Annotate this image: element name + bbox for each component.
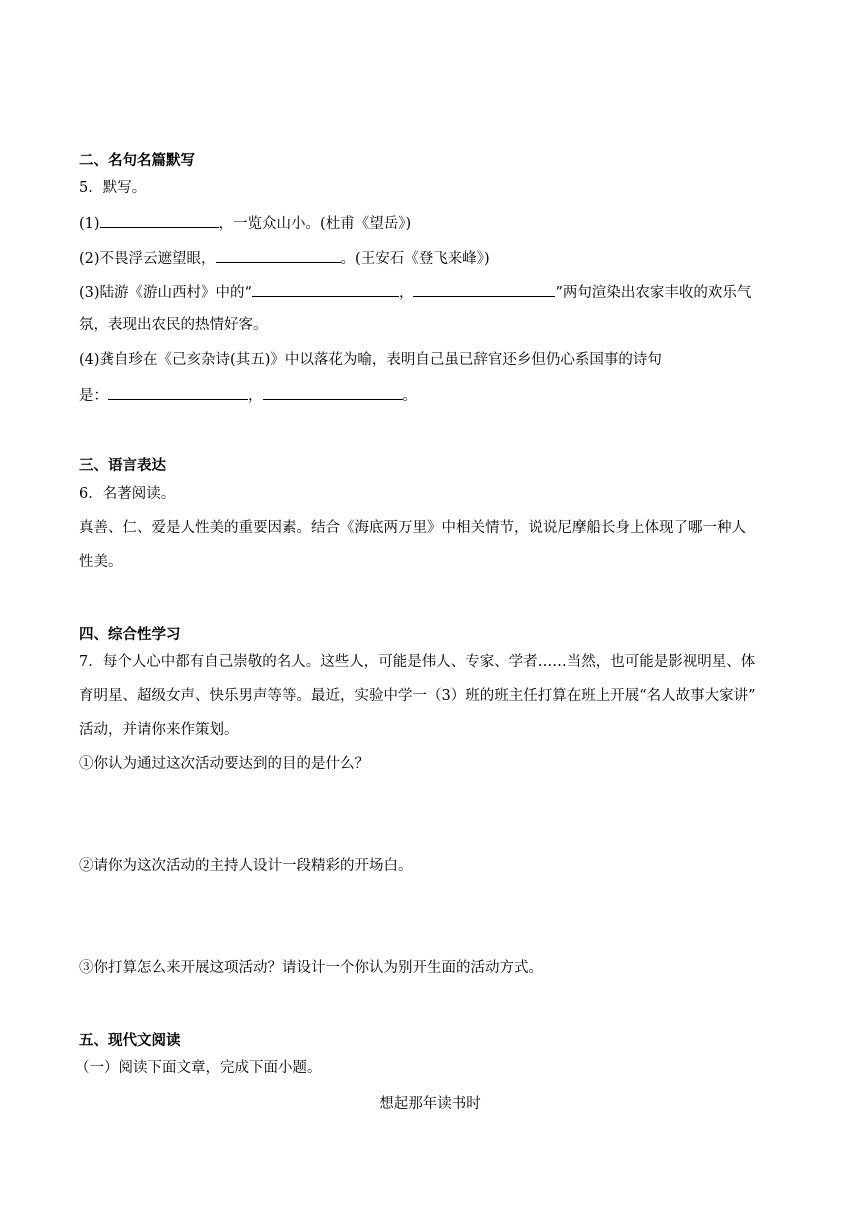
answer-blank[interactable] bbox=[100, 212, 219, 228]
q5-line-3-prefix: (3)陆游《游山西村》中的“ bbox=[79, 285, 252, 301]
q5-line-3-mid: ， bbox=[398, 285, 414, 301]
q5-line-4-mid: ， bbox=[248, 388, 263, 404]
section-heading-3: 三、语言表达 bbox=[79, 458, 166, 474]
q6-text-line-1: 真善、仁、爱是人性美的重要因素。结合《海底两万里》中相关情节，说说尼摩船长身上体现了哪一种人 bbox=[79, 520, 746, 536]
q5-line-4-answer bbox=[79, 384, 417, 406]
section-heading-2: 二、名句名篇默写 bbox=[79, 153, 195, 169]
question-5-title: 5．默写。 bbox=[79, 180, 147, 196]
section-heading-5: 五、现代文阅读 bbox=[79, 1033, 181, 1049]
q7-subquestion-2: ②请你为这次活动的主持人设计一段精彩的开场白。 bbox=[79, 858, 413, 874]
q5-line-4-prefix: 是： bbox=[79, 388, 108, 404]
reading-intro: （一）阅读下面文章，完成下面小题。 bbox=[75, 1060, 322, 1076]
answer-blank[interactable] bbox=[108, 384, 248, 400]
q7-text-line-3: 活动，并请你来作策划。 bbox=[79, 722, 239, 738]
answer-blank[interactable] bbox=[263, 384, 403, 400]
q7-subquestion-3: ③你打算怎么来开展这项活动？请设计一个你认为别开生面的活动方式。 bbox=[79, 960, 543, 976]
q5-line-4: (4)龚自珍在《己亥杂诗(其五)》中以落花为喻，表明自己虽已辞官还乡但仍心系国事的诗句 bbox=[79, 352, 662, 368]
q7-subquestion-1: ①你认为通过这次活动要达到的目的是什么？ bbox=[79, 756, 369, 772]
q7-text-line-2: 育明星、超级女声、快乐男声等等。最近，实验中学一（3）班的班主任打算在班上开展“名人故事大家讲” bbox=[79, 688, 756, 704]
q5-line-2-prefix: (2)不畏浮云遮望眼， bbox=[79, 251, 216, 267]
q5-line-1-prefix: (1) bbox=[79, 216, 100, 232]
q5-line-1-text: ，一览众山小。(杜甫《望岳》) bbox=[218, 216, 412, 232]
section-heading-4: 四、综合性学习 bbox=[79, 627, 181, 643]
article-title: 想起那年读书时 bbox=[379, 1096, 481, 1112]
q5-line-2-suffix: 。(王安石《登飞来峰》) bbox=[340, 251, 490, 267]
q5-line-3-suffix: ”两句渲染出农家丰收的欢乐气 bbox=[555, 285, 752, 301]
answer-blank[interactable] bbox=[413, 281, 555, 297]
answer-blank[interactable] bbox=[252, 281, 399, 297]
answer-blank[interactable] bbox=[216, 247, 341, 263]
q5-line-3-cont: 氛，表现出农民的热情好客。 bbox=[79, 317, 268, 333]
q5-line-2 bbox=[79, 247, 490, 269]
q5-line-1 bbox=[79, 212, 411, 234]
q5-line-3 bbox=[79, 281, 751, 303]
q5-line-4-suffix: 。 bbox=[402, 388, 417, 404]
question-6-title: 6．名著阅读。 bbox=[79, 486, 176, 502]
q6-text-line-2: 性美。 bbox=[79, 554, 123, 570]
q7-text-line-1: 7．每个人心中都有自己崇敬的名人。这些人，可能是伟人、专家、学者……当然，也可能是影视明星、体 bbox=[79, 654, 756, 670]
